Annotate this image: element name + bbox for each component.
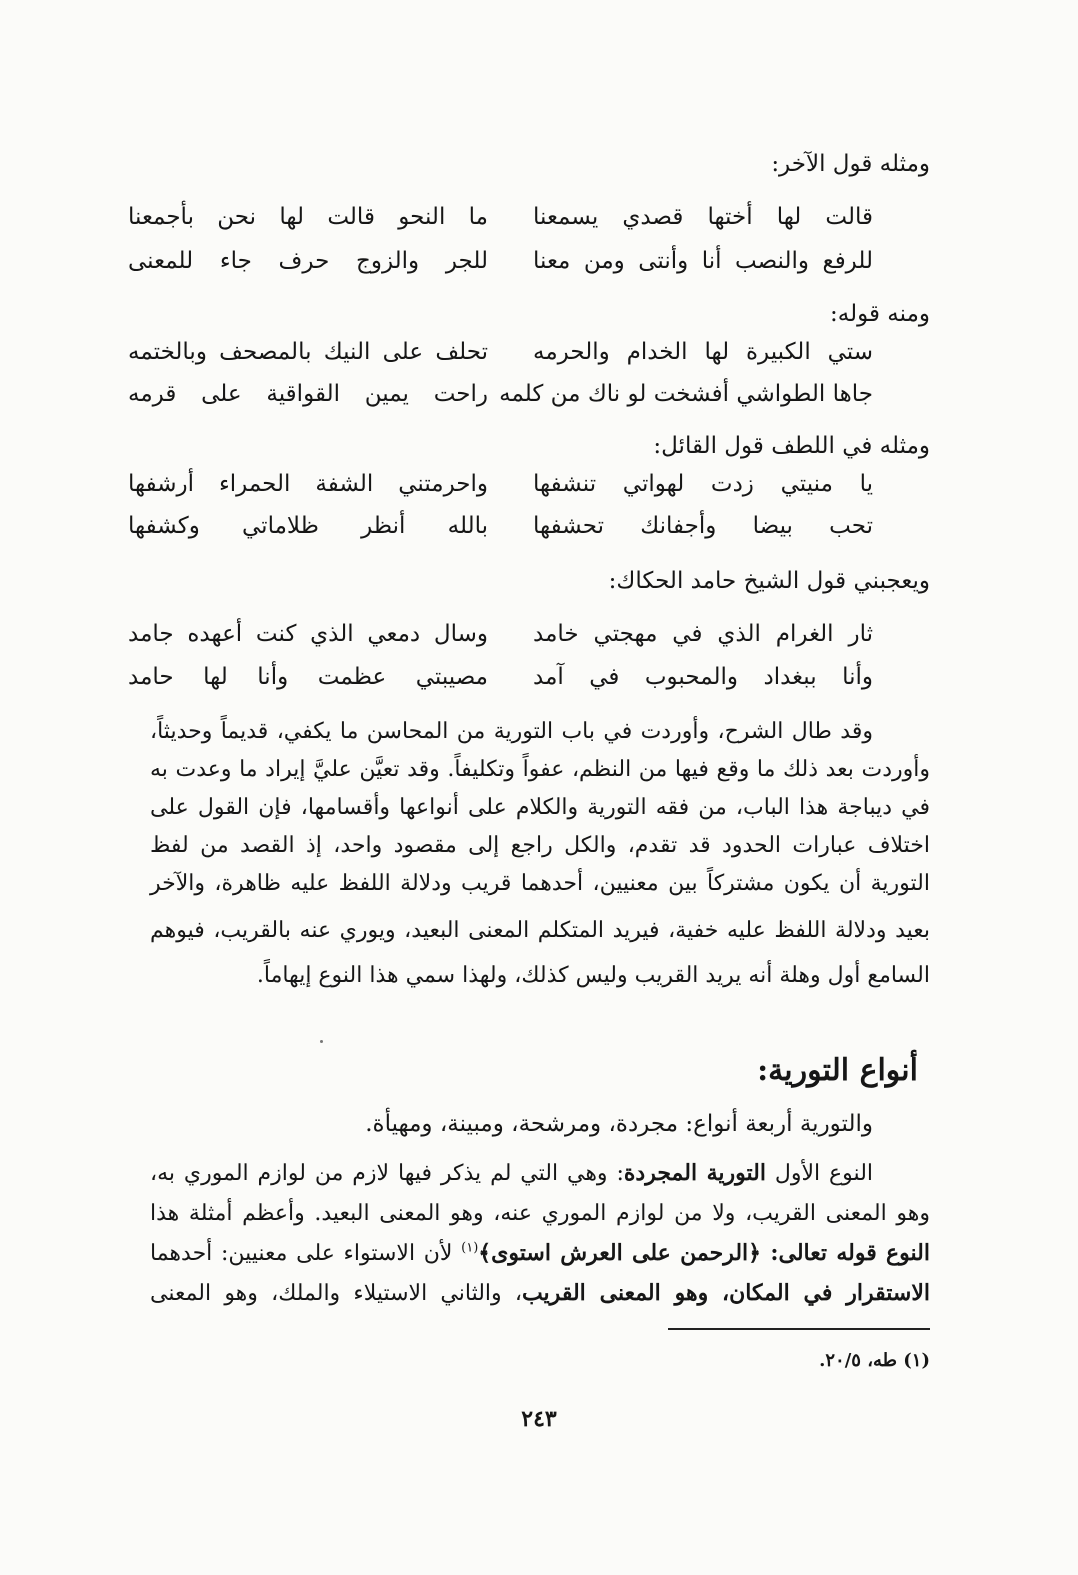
para2-line2: وهو المعنى القريب، ولا من لوازم الموري عنه، وهو المعنى البعيد. وأعظم أمثلة هذا [150, 1201, 930, 1226]
poem4-verse2-right: وأنا ببغداد والمحبوب في آمد [533, 664, 873, 690]
para2-l4-bold: الاستقرار في المكان، وهو المعنى القريب [521, 1280, 930, 1306]
para2-line1 [150, 1160, 873, 1188]
poem1-intro: ومثله قول الآخر: [771, 151, 930, 177]
para1-line7: السامع أول وهلة أنه يريد القريب وليس كذلك، ولهذا سمي هذا النوع إيهاماً. [256, 963, 930, 988]
poem1-verse2-left: للجر والزوج حرف جاء للمعنى [128, 248, 488, 274]
poem4-intro: ويعجبني قول الشيخ حامد الحكاك: [608, 568, 930, 594]
para2-line3 [150, 1240, 930, 1268]
para2-l1-post: : وهي التي لم يذكر فيها لازم من لوازم الموري به، [150, 1161, 624, 1186]
para1-line5: التورية أن يكون مشتركاً بين معنيين، أحدهما قريب ودلالة اللفظ عليه ظاهرة، والآخر [150, 871, 930, 896]
poem2-verse2-left: راحت يمين القواقية على قرمه [128, 381, 488, 407]
ink-speck [320, 1040, 323, 1043]
poem2-verse1-right: ستي الكبيرة لها الخدام والحرمه [533, 339, 873, 365]
para2-line4 [150, 1280, 930, 1308]
para2-l3-post: لأن الاستواء على معنيين: أحدهما [150, 1241, 462, 1266]
para2-l1-bold: التورية المجردة [623, 1160, 766, 1186]
poem4-verse2-left: مصيبتي عظمت وأنا لها حامد [128, 664, 488, 690]
poem2-intro: ومنه قوله: [830, 301, 930, 327]
poem3-verse2-right: تحب بيضا وأجفانك تحشفها [533, 513, 873, 539]
para2-l3-bold: النوع قوله تعالى: ﴿الرحمن على العرش استوى﴾ [478, 1240, 930, 1266]
poem4-verse1-left: وسال دمعي الذي كنت أعهده جامد [128, 621, 488, 647]
para1-line2: وأوردت بعد ذلك ما وقع فيها من النظم، عفواً وتكليفاً. وقد تعيَّن عليَّ إيراد ما وعدت به [150, 757, 930, 782]
para1-line1: وقد طال الشرح، وأوردت في باب التورية من المحاسن ما يكفي، قديماً وحديثاً، [150, 719, 873, 744]
footnote-ref: (١) [461, 1240, 479, 1256]
poem2-verse1-left: تحلف على النيك بالمصحف وبالختمه [128, 339, 488, 365]
para2-l1-pre: النوع الأول [766, 1161, 874, 1186]
poem2-verse2-right: جاها الطواشي أفشخت لو ناك من كلمه [499, 381, 873, 407]
poem3-verse1-left: واحرمتني الشفة الحمراء أرشفها [128, 471, 488, 497]
page-number: ٢٤٣ [521, 1406, 557, 1432]
poem1-verse1-left: ما النحو قالت لها نحن بأجمعنا [128, 204, 488, 230]
para1-line3: في ديباجة هذا الباب، من فقه التورية والكلام على أنواعها وأقسامها، فإن القول على [150, 795, 930, 820]
para2-l4-post: ، والثاني الاستيلاء والملك، وهو المعنى [150, 1281, 522, 1306]
poem3-verse1-right: يا منيتي زدت لهواتي تنشفها [533, 471, 873, 497]
poem3-intro: ومثله في اللطف قول القائل: [653, 433, 930, 459]
footnote-rule [668, 1328, 930, 1330]
section-heading: أنواع التورية: [757, 1053, 918, 1088]
poem1-verse2-right: للرفع والنصب أنا وأنتى ومن معنا [533, 248, 873, 274]
poem1-verse1-right: قالت لها أختها قصدي يسمعنا [533, 204, 873, 230]
para1-line6: بعيد ودلالة اللفظ عليه خفية، فيريد المتكلم المعنى البعيد، ويوري عنه بالقريب، فيوهم [150, 918, 930, 943]
poem4-verse1-right: ثار الغرام الذي في مهجتي خامد [533, 621, 873, 647]
footnote: (١) طه، ٢٠/٥. [819, 1350, 930, 1371]
types-line: والتورية أربعة أنواع: مجردة، ومرشحة، ومبينة، ومهيأة. [365, 1111, 873, 1137]
poem3-verse2-left: بالله أنظر ظلاماتي وكشفها [128, 513, 488, 539]
para1-line4: اختلاف عبارات الحدود قد تقدم، والكل راجع إلى مقصود واحد، إذ القصد من لفظ [150, 833, 930, 858]
